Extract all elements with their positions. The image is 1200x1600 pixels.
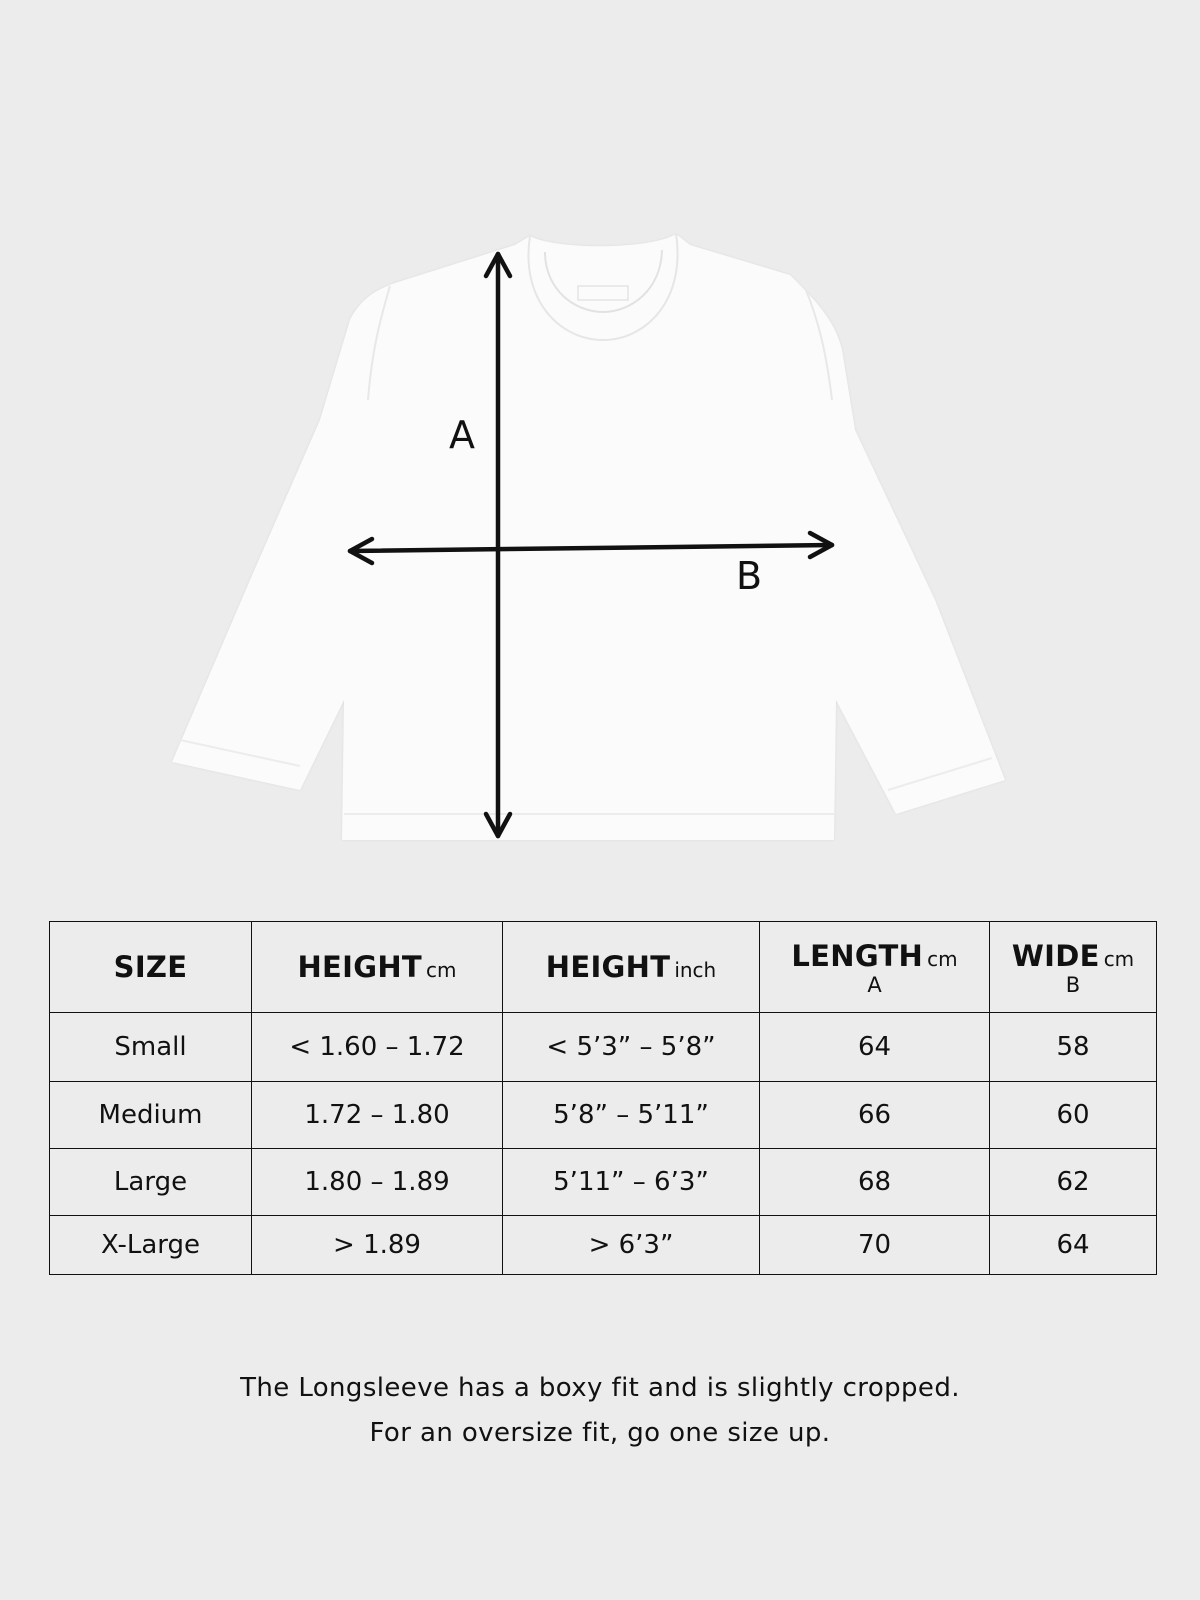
header-unit: cm <box>426 958 457 982</box>
header-title: SIZE <box>113 950 188 984</box>
header-height-inch <box>503 922 760 1013</box>
cell-wide: 58 <box>990 1013 1157 1082</box>
cell-length: 68 <box>760 1149 990 1216</box>
cell-height-inch: < 5’3” – 5’8” <box>503 1013 760 1082</box>
garment-shape <box>172 234 1005 840</box>
table-row <box>50 1216 1157 1275</box>
dimension-label-a: A <box>449 413 475 457</box>
table-row <box>50 1082 1157 1149</box>
table-row <box>50 1013 1157 1082</box>
table-row <box>50 1149 1157 1216</box>
fit-note <box>0 1366 1200 1456</box>
header-title: WIDE <box>1011 938 1100 973</box>
cell-size: Medium <box>50 1082 252 1149</box>
table-header-row <box>50 922 1157 1013</box>
cell-height-cm: 1.72 – 1.80 <box>252 1082 503 1149</box>
cell-height-cm: > 1.89 <box>252 1216 503 1275</box>
cell-wide: 62 <box>990 1149 1157 1216</box>
cell-height-inch: 5’8” – 5’11” <box>503 1082 760 1149</box>
fit-note-line-2: For an oversize fit, go one size up. <box>369 1418 831 1448</box>
cell-length: 70 <box>760 1216 990 1275</box>
header-unit: inch <box>674 958 717 982</box>
cell-wide: 60 <box>990 1082 1157 1149</box>
header-sub-label: A <box>867 972 882 997</box>
cell-size: Small <box>50 1013 252 1082</box>
cell-length: 66 <box>760 1082 990 1149</box>
cell-size: X-Large <box>50 1216 252 1275</box>
header-title: HEIGHT <box>545 950 671 984</box>
cell-height-cm: < 1.60 – 1.72 <box>252 1013 503 1082</box>
header-title: LENGTH <box>791 938 924 973</box>
header-unit: cm <box>1103 946 1135 971</box>
header-title: HEIGHT <box>297 950 423 984</box>
header-height-cm <box>252 922 503 1013</box>
header-sub-label: B <box>1065 972 1081 997</box>
size-chart-table <box>49 921 1157 1275</box>
header-length <box>760 922 990 1013</box>
header-unit: cm <box>927 946 958 971</box>
cell-length: 64 <box>760 1013 990 1082</box>
cell-height-inch: > 6’3” <box>503 1216 760 1275</box>
cell-height-cm: 1.80 – 1.89 <box>252 1149 503 1216</box>
cell-size: Large <box>50 1149 252 1216</box>
cell-height-inch: 5’11” – 6’3” <box>503 1149 760 1216</box>
header-wide <box>990 922 1157 1013</box>
cell-wide: 64 <box>990 1216 1157 1275</box>
fit-note-line-1: The Longsleeve has a boxy fit and is slightly cropped. <box>240 1373 960 1403</box>
header-size <box>50 922 252 1013</box>
dimension-label-b: B <box>736 554 763 598</box>
